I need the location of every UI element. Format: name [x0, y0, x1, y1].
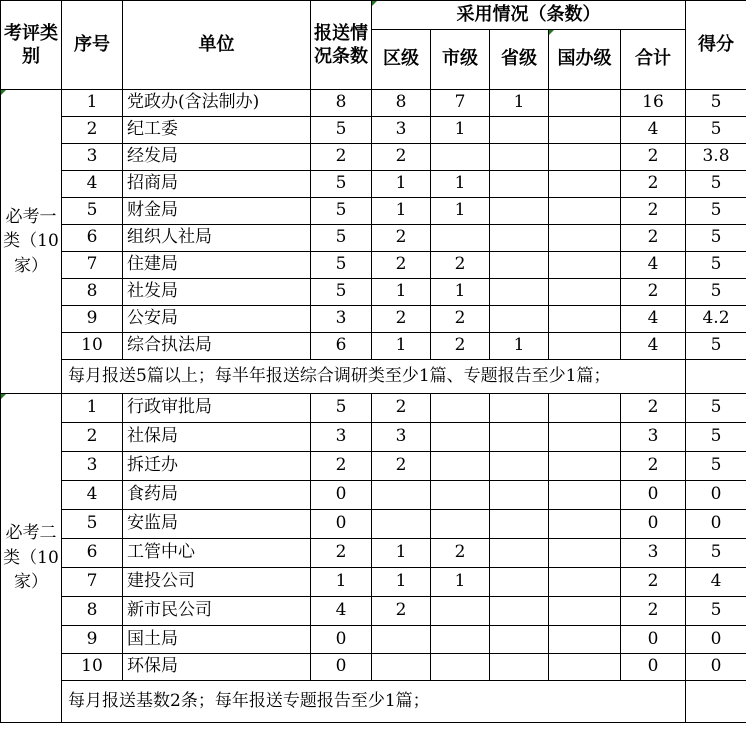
cell-total: 4	[621, 252, 686, 279]
cell-unit: 行政审批局	[123, 394, 311, 423]
cell-score: 5	[686, 171, 746, 198]
cell-total: 2	[621, 452, 686, 481]
cell-submitted: 1	[311, 568, 372, 597]
cell-submitted: 6	[311, 333, 372, 360]
cell-city	[431, 626, 490, 654]
cell-unit: 公安局	[123, 306, 311, 333]
cell-unit: 经发局	[123, 144, 311, 171]
cell-state-office	[549, 423, 621, 452]
cell-submitted: 2	[311, 452, 372, 481]
cell-no: 8	[62, 597, 123, 626]
cell-score: 5	[686, 117, 746, 144]
cell-province	[490, 252, 549, 279]
cell-district: 2	[372, 452, 431, 481]
cell-submitted: 3	[311, 306, 372, 333]
cell-city	[431, 394, 490, 423]
cell-no: 2	[62, 423, 123, 452]
cell-submitted: 5	[311, 252, 372, 279]
cell-score: 0	[686, 654, 746, 681]
cell-city	[431, 452, 490, 481]
header-total: 合计	[621, 30, 686, 90]
cell-province	[490, 394, 549, 423]
cell-district: 2	[372, 144, 431, 171]
cell-state-office	[549, 90, 621, 117]
cell-no: 7	[62, 252, 123, 279]
cell-submitted: 5	[311, 171, 372, 198]
cell-unit: 住建局	[123, 252, 311, 279]
cell-province	[490, 568, 549, 597]
cell-city: 1	[431, 171, 490, 198]
cell-no: 7	[62, 568, 123, 597]
cell-no: 4	[62, 171, 123, 198]
group-note: 每月报送基数2条；每年报送专题报告至少1篇；	[62, 681, 686, 723]
cell-province	[490, 423, 549, 452]
category-cell: 必考二类（10家）	[1, 394, 62, 723]
cell-score: 0	[686, 626, 746, 654]
note-score-cell	[686, 360, 746, 394]
cell-state-office	[549, 225, 621, 252]
cell-city	[431, 481, 490, 510]
cell-no: 1	[62, 394, 123, 423]
cell-submitted: 0	[311, 481, 372, 510]
cell-district: 1	[372, 279, 431, 306]
header-unit: 单位	[123, 1, 311, 90]
cell-total: 2	[621, 198, 686, 225]
cell-unit: 拆迁办	[123, 452, 311, 481]
cell-city: 2	[431, 306, 490, 333]
cell-submitted: 2	[311, 144, 372, 171]
cell-district	[372, 510, 431, 539]
cell-score: 5	[686, 394, 746, 423]
cell-province	[490, 452, 549, 481]
cell-total: 2	[621, 568, 686, 597]
cell-submitted: 8	[311, 90, 372, 117]
cell-province	[490, 225, 549, 252]
cell-district: 1	[372, 171, 431, 198]
cell-city: 2	[431, 539, 490, 568]
cell-no: 3	[62, 144, 123, 171]
cell-total: 3	[621, 423, 686, 452]
header-submitted: 报送情况条数	[311, 1, 372, 90]
header-score: 得分	[686, 1, 746, 90]
header-state-office: 国办级	[549, 30, 621, 90]
cell-no: 5	[62, 510, 123, 539]
cell-no: 6	[62, 539, 123, 568]
cell-no: 9	[62, 626, 123, 654]
cell-unit: 环保局	[123, 654, 311, 681]
note-score-cell	[686, 681, 746, 723]
cell-score: 4.2	[686, 306, 746, 333]
cell-unit: 组织人社局	[123, 225, 311, 252]
cell-district	[372, 654, 431, 681]
cell-no: 10	[62, 654, 123, 681]
cell-total: 2	[621, 394, 686, 423]
cell-city	[431, 144, 490, 171]
cell-total: 4	[621, 117, 686, 144]
cell-total: 0	[621, 481, 686, 510]
cell-no: 8	[62, 279, 123, 306]
cell-district: 1	[372, 333, 431, 360]
cell-no: 9	[62, 306, 123, 333]
cell-total: 4	[621, 306, 686, 333]
cell-province	[490, 481, 549, 510]
cell-unit: 纪工委	[123, 117, 311, 144]
cell-state-office	[549, 171, 621, 198]
cell-score: 0	[686, 481, 746, 510]
cell-province	[490, 198, 549, 225]
cell-state-office	[549, 144, 621, 171]
cell-submitted: 5	[311, 225, 372, 252]
cell-state-office	[549, 198, 621, 225]
cell-district: 1	[372, 198, 431, 225]
cell-no: 1	[62, 90, 123, 117]
cell-unit: 招商局	[123, 171, 311, 198]
cell-unit: 社保局	[123, 423, 311, 452]
cell-district: 3	[372, 423, 431, 452]
header-adoption-group: 采用情况（条数）	[372, 1, 686, 30]
cell-submitted: 2	[311, 539, 372, 568]
cell-score: 4	[686, 568, 746, 597]
cell-district: 3	[372, 117, 431, 144]
cell-city: 2	[431, 252, 490, 279]
cell-score: 0	[686, 510, 746, 539]
cell-city	[431, 225, 490, 252]
cell-province	[490, 597, 549, 626]
cell-city: 1	[431, 198, 490, 225]
cell-unit: 安监局	[123, 510, 311, 539]
cell-submitted: 5	[311, 198, 372, 225]
cell-score: 5	[686, 539, 746, 568]
cell-district: 2	[372, 394, 431, 423]
cell-city	[431, 597, 490, 626]
cell-unit: 建投公司	[123, 568, 311, 597]
cell-unit: 新市民公司	[123, 597, 311, 626]
cell-state-office	[549, 539, 621, 568]
cell-state-office	[549, 394, 621, 423]
cell-unit: 财金局	[123, 198, 311, 225]
cell-unit: 社发局	[123, 279, 311, 306]
header-province: 省级	[490, 30, 549, 90]
cell-unit: 食药局	[123, 481, 311, 510]
cell-city: 1	[431, 279, 490, 306]
header-category: 考评类别	[1, 1, 62, 90]
cell-score: 5	[686, 452, 746, 481]
cell-unit: 工管中心	[123, 539, 311, 568]
cell-total: 0	[621, 626, 686, 654]
cell-city: 1	[431, 568, 490, 597]
group-note: 每月报送5篇以上；每半年报送综合调研类至少1篇、专题报告至少1篇；	[62, 360, 686, 394]
cell-total: 2	[621, 597, 686, 626]
cell-score: 5	[686, 423, 746, 452]
cell-province	[490, 144, 549, 171]
cell-state-office	[549, 306, 621, 333]
cell-submitted: 5	[311, 117, 372, 144]
cell-score: 5	[686, 597, 746, 626]
cell-total: 4	[621, 333, 686, 360]
cell-score: 5	[686, 198, 746, 225]
cell-score: 3.8	[686, 144, 746, 171]
cell-district: 2	[372, 306, 431, 333]
cell-submitted: 5	[311, 279, 372, 306]
cell-score: 5	[686, 252, 746, 279]
header-index: 序号	[62, 1, 123, 90]
cell-province	[490, 626, 549, 654]
cell-no: 4	[62, 481, 123, 510]
cell-no: 6	[62, 225, 123, 252]
cell-score: 5	[686, 333, 746, 360]
cell-total: 0	[621, 654, 686, 681]
cell-total: 0	[621, 510, 686, 539]
cell-total: 16	[621, 90, 686, 117]
cell-state-office	[549, 452, 621, 481]
cell-submitted: 0	[311, 626, 372, 654]
cell-unit: 党政办(含法制办)	[123, 90, 311, 117]
cell-city: 2	[431, 333, 490, 360]
cell-unit: 国土局	[123, 626, 311, 654]
cell-district: 2	[372, 225, 431, 252]
cell-state-office	[549, 481, 621, 510]
cell-province	[490, 117, 549, 144]
cell-district: 2	[372, 597, 431, 626]
cell-district: 1	[372, 539, 431, 568]
header-district: 区级	[372, 30, 431, 90]
cell-state-office	[549, 510, 621, 539]
cell-state-office	[549, 626, 621, 654]
cell-province: 1	[490, 90, 549, 117]
cell-city	[431, 510, 490, 539]
cell-city	[431, 423, 490, 452]
cell-state-office	[549, 117, 621, 144]
cell-state-office	[549, 333, 621, 360]
cell-submitted: 3	[311, 423, 372, 452]
cell-state-office	[549, 252, 621, 279]
cell-district: 8	[372, 90, 431, 117]
cell-total: 3	[621, 539, 686, 568]
cell-score: 5	[686, 279, 746, 306]
cell-total: 2	[621, 225, 686, 252]
cell-no: 5	[62, 198, 123, 225]
cell-province	[490, 279, 549, 306]
cell-state-office	[549, 654, 621, 681]
cell-submitted: 5	[311, 394, 372, 423]
cell-city	[431, 654, 490, 681]
cell-province	[490, 510, 549, 539]
cell-province: 1	[490, 333, 549, 360]
cell-district	[372, 626, 431, 654]
cell-province	[490, 654, 549, 681]
cell-province	[490, 306, 549, 333]
cell-total: 2	[621, 279, 686, 306]
cell-state-office	[549, 279, 621, 306]
cell-state-office	[549, 568, 621, 597]
cell-no: 10	[62, 333, 123, 360]
cell-total: 2	[621, 171, 686, 198]
cell-submitted: 4	[311, 597, 372, 626]
cell-score: 5	[686, 90, 746, 117]
cell-submitted: 0	[311, 654, 372, 681]
header-city: 市级	[431, 30, 490, 90]
cell-province	[490, 171, 549, 198]
cell-city: 1	[431, 117, 490, 144]
cell-district: 2	[372, 252, 431, 279]
category-cell: 必考一类（10家）	[1, 90, 62, 394]
cell-district: 1	[372, 568, 431, 597]
cell-total: 2	[621, 144, 686, 171]
cell-unit: 综合执法局	[123, 333, 311, 360]
cell-no: 2	[62, 117, 123, 144]
cell-score: 5	[686, 225, 746, 252]
cell-province	[490, 539, 549, 568]
cell-state-office	[549, 597, 621, 626]
cell-district	[372, 481, 431, 510]
cell-no: 3	[62, 452, 123, 481]
cell-submitted: 0	[311, 510, 372, 539]
cell-city: 7	[431, 90, 490, 117]
table-body	[1, 90, 746, 723]
